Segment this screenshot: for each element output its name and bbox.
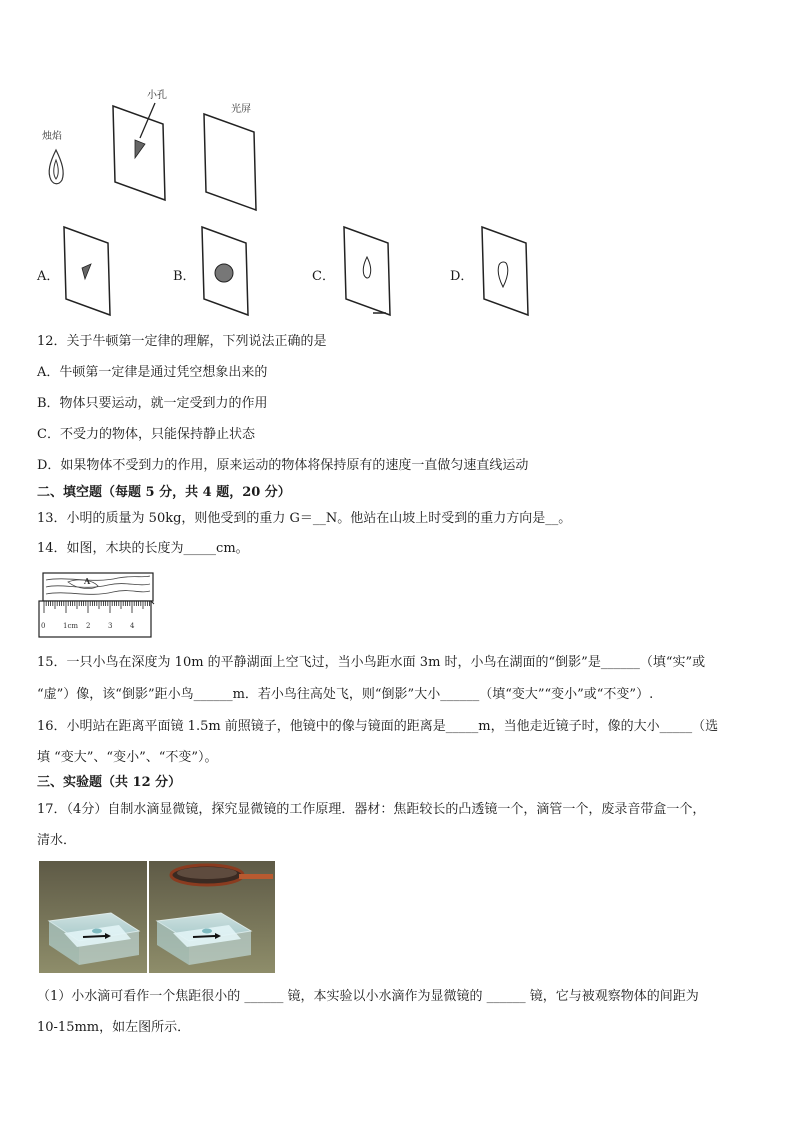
q12-option-a: A．牛顿第一定律是通过凭空想象出来的 bbox=[37, 365, 268, 380]
q13-text: 13．小明的质量为 50kg，则他受到的重力 G＝__N。他站在山坡上时受到的重力方向是__。 bbox=[37, 511, 572, 526]
option-a-label: A． bbox=[37, 269, 60, 284]
q16-line-1: 16．小明站在距离平面镜 1.5m 前照镜子，他镜中的像与镜面的距离是_____m，当他走近镜子时，像的大小_____（选 bbox=[37, 719, 719, 734]
section-3-heading: 三、实验题（共 12 分） bbox=[37, 775, 182, 790]
ruler-tick-label-3: 3 bbox=[108, 622, 113, 630]
q14-text: 14．如图，木块的长度为_____cm。 bbox=[37, 541, 249, 556]
q15-line-1: 15．一只小鸟在深度为 10m 的平静湖面上空飞过，当小鸟距水面 3m 时，小鸟在湖面的“倒影”是______（填“实”或 bbox=[37, 655, 706, 670]
q12-option-d: D．如果物体不受到力的作用，原来运动的物体将保持原有的速度一直做匀速直线运动 bbox=[37, 458, 529, 473]
q16-line-2: 填 “变大”、“变小”、“不变”）。 bbox=[37, 750, 218, 765]
microscope-photos bbox=[39, 861, 275, 973]
option-d-screen bbox=[482, 227, 528, 315]
ruler-body bbox=[39, 601, 151, 637]
q12-option-c: C．不受力的物体，只能保持静止状态 bbox=[37, 427, 255, 442]
screen-label: 光屏 bbox=[231, 104, 251, 115]
candle-label: 烛焰 bbox=[42, 131, 62, 142]
magnifier-handle bbox=[239, 874, 273, 879]
ruler-tick-label-4: 4 bbox=[130, 622, 135, 630]
q12-option-b: B．物体只要运动，就一定受到力的作用 bbox=[37, 396, 268, 411]
q15-line-2: “虚”）像，该“倒影”距小鸟______m．若小鸟往高处飞，则“倒影”大小______（填“变大”“变小”或“不变”）. bbox=[37, 687, 654, 702]
options-diagrams bbox=[0, 225, 794, 325]
q17-line-2: 清水． bbox=[37, 833, 77, 848]
hole-label: 小孔 bbox=[147, 90, 167, 101]
ruler-tick-label-1: 1cm bbox=[63, 622, 79, 630]
option-b-label: B． bbox=[173, 269, 196, 284]
option-d-label: D． bbox=[450, 269, 474, 284]
ruler-figure bbox=[38, 572, 154, 638]
section-2-heading: 二、填空题（每题 5 分，共 4 题，20 分） bbox=[37, 485, 291, 500]
q17-sub1-line-2: 10-15mm，如左图所示． bbox=[37, 1020, 191, 1035]
block-label: A bbox=[84, 576, 91, 586]
q12-stem: 12．关于牛顿第一定律的理解，下列说法正确的是 bbox=[37, 334, 327, 349]
pinhole-diagram bbox=[0, 0, 794, 230]
light-screen bbox=[204, 114, 256, 210]
candle-flame-icon bbox=[49, 150, 63, 184]
q17-line-1: 17．（4分）自制水滴显微镜，探究显微镜的工作原理．器材：焦距较长的凸透镜一个，滴管一个，废录音带盒一个， bbox=[37, 802, 706, 817]
option-c-label: C． bbox=[312, 269, 335, 284]
option-c-screen bbox=[344, 227, 390, 315]
option-b-circle bbox=[215, 264, 233, 282]
q17-sub1-line-1: （1）小水滴可看作一个焦距很小的 ______ 镜，本实验以小水滴作为显微镜的 ______ 镜，它与被观察物体的间距为 bbox=[37, 989, 699, 1004]
ruler-tick-label-0: 0 bbox=[41, 622, 46, 630]
ruler-tick-label-2: 2 bbox=[86, 622, 91, 630]
